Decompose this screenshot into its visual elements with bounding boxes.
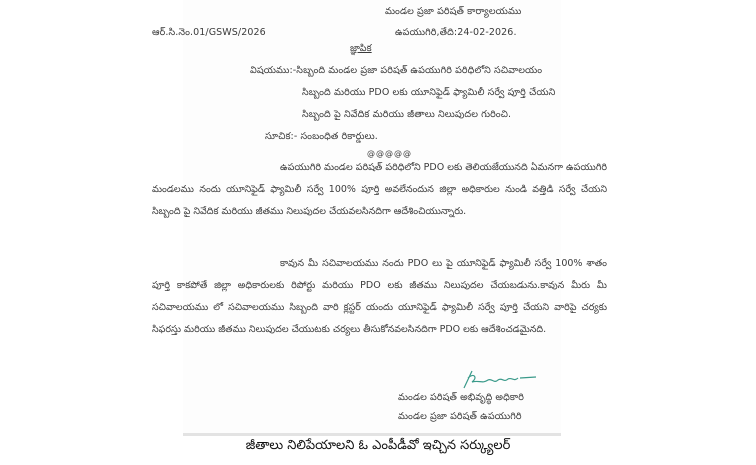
place-date: ఉపయుగిరి,తేది:24-02-2026. [395, 27, 517, 38]
memo-heading: జ్ఞాపిక [350, 43, 372, 54]
subject-line-2: సిబ్బంది మరియు PDO లకు యూనిఫైడ్ ఫ్యామిలీ సర్వే పూర్తి చేయని [302, 87, 556, 98]
separator: @@@@@ [367, 149, 412, 158]
signature-icon [458, 368, 538, 390]
subject-line-1: విషయము:-సిబ్బంది మండల ప్రజా పరిషత్ ఉపయుగిరి పరిధిలోని సచివాలయం [250, 65, 543, 76]
subject-line-3: సిబ్బంది పై నివేదిక మరియు జీతాలు నిలుపుదల గురించి. [302, 109, 512, 120]
paragraph-2-text: కావున మీ సచివాలయము నందు PDO లు పై యూనిఫైడ్ ఫ్యామిలీ సర్వే 100% శాతం పూర్తి కాకపోతే జిల్లా అధికారులకు రిపోర్టు మరియు PDO లకు జీతము నిలుపుదల చేయబడును.కావున మీరు మీ సచివాలయము లో సచివాలయము సిబ్బంది వారి క్లస్టర్ యందు యూనిఫైడ్ ఫ్యామిలీ సర్వే పూర్తి చేయని వారిపై చర్యకు సిఫరస్తు మరియు జీతము నిలుపుదల చేయుటకు చర్యలు తీసుకోనవలసినదిగా PDO లకు ఆదేశించడమైనది. [152, 258, 607, 335]
signatory-designation: మండల పరిషత్ అభివృద్ధి అధికారి [398, 392, 524, 403]
paragraph-1 [152, 157, 607, 223]
paragraph-1-text: ఉపయుగిరి మండల పరిషత్ పరిధిలోని PDO లకు తెలియజేయునది ఏమనగా ఉపయుగిరి మండలము నందు యూనిఫైడ్ ఫ్యామిలీ సర్వే 100% పూర్తి అవలేనందున జిల్లా అధికారుల నుండి వత్తిడి సర్వే చేయని సిబ్బంది పై నివేదిక మరియు జీతము నిలుపుదల చేయవలసినదిగా ఆదేశించియున్నారు. [152, 162, 607, 217]
signatory-office: మండల ప్రజా పరిషత్ ఉపయుగిరి [398, 411, 522, 422]
references-line: సూచిక:- సంబంధిత రికార్డులు. [265, 131, 378, 142]
office-title: మండల ప్రజా పరిషత్ కార్యాలయము [385, 6, 522, 17]
reference-number: ఆర్.సి.నెం.01/GSWS/2026 [152, 27, 266, 38]
paragraph-2 [152, 253, 607, 341]
image-caption: జీతాలు నిలిపేయాలని ఓ ఎంపీడీవో ఇచ్చిన సర్క్యులర్ [245, 438, 511, 453]
